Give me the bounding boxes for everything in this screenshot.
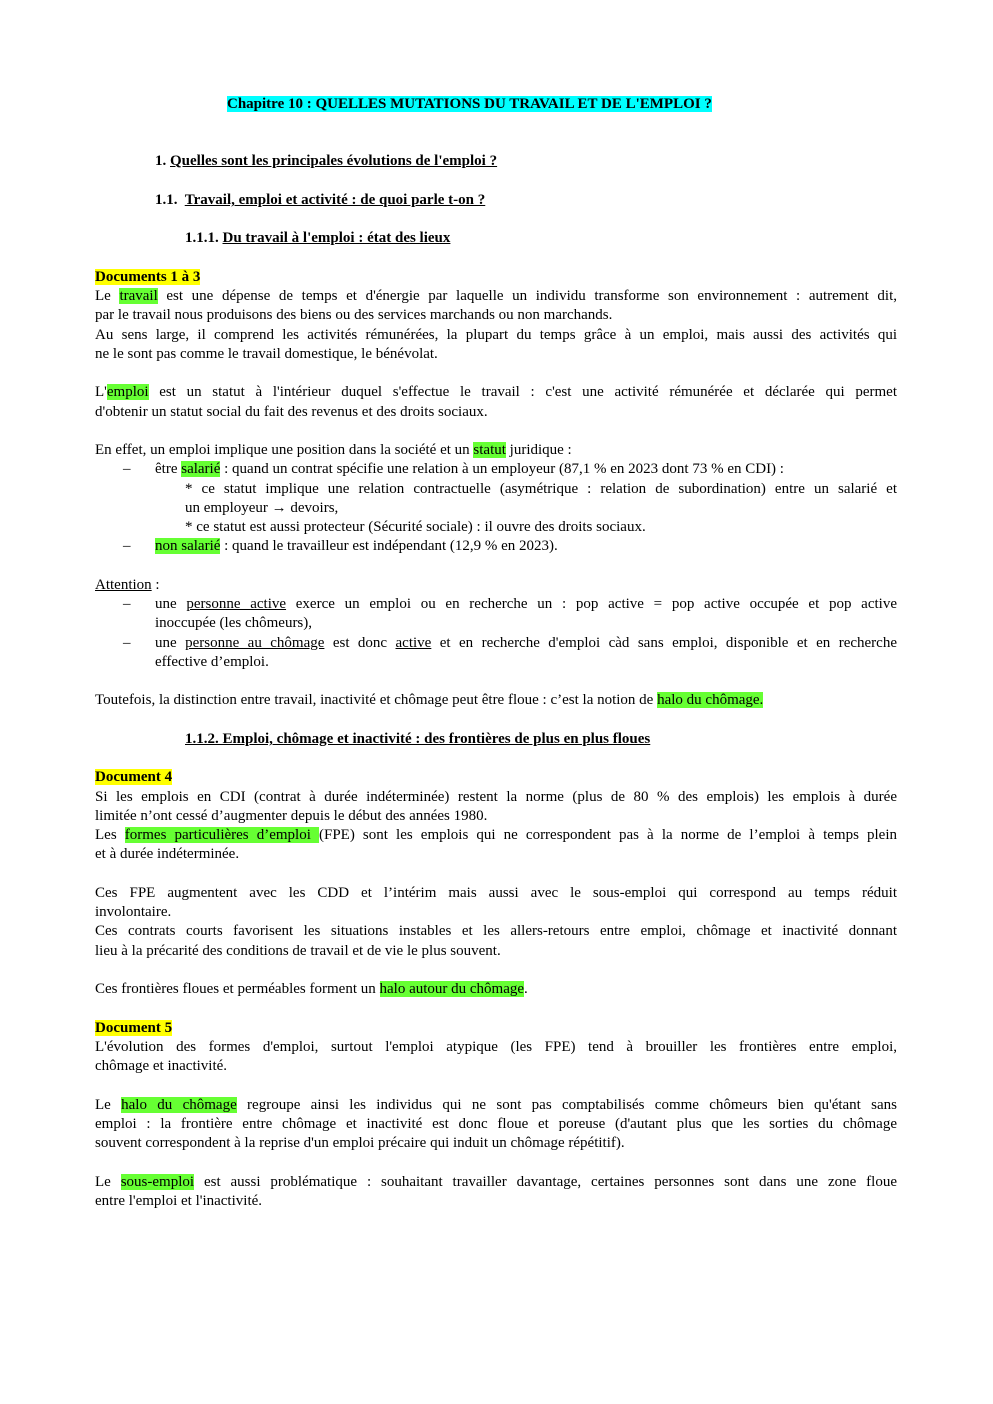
doc-label-1-3-text: Documents 1 à 3 [95,269,201,285]
term-halo-du-chomage-1: halo du chômage. [657,692,764,708]
p9-line-2: emploi : la frontière entre chômage et inactivité est donc floue et poreuse (d'autant plus que les sorties du chômage [95,1116,897,1132]
list2-item-1-line-2: inoccupée (les chômeurs), [155,615,313,631]
p9-line-3: souvent correspondent à la reprise d'un emploi précaire qui induit un chômage répétitif). [95,1135,625,1151]
p1-line-2: par le travail nous produisons des biens ou des services marchands ou non marchands. [95,307,613,323]
heading-1-1-2: 1.1.2. Emploi, chômage et inactivité : des frontières de plus en plus floues [185,731,651,747]
term-emploi: emploi [106,384,149,400]
list1-item-2: non salarié : quand le travailleur est indépendant (12,9 % en 2023). [155,538,558,554]
p8-line-2: chômage et inactivité. [95,1058,228,1074]
p10-line-2: entre l'emploi et l'inactivité. [95,1193,263,1209]
term-non-salarie: non salarié [155,538,221,554]
doc-label-4-text: Document 4 [95,769,173,785]
heading-1-1-number: 1.1. [155,192,178,208]
p2-line-2: d'obtenir un statut social du fait des revenus et des droits sociaux. [95,404,488,420]
heading-1-1-1-text: Du travail à l'emploi : état des lieux [222,230,451,246]
p2-line-1: L'emploi est un statut à l'intérieur duquel s'effectue le travail : c'est une activité rémunérée et déclarée qui permet [95,384,897,400]
p9-line-1: Le halo du chômage regroupe ainsi les individus qui ne sont pas comptabilisés comme chômeurs bien qu'étant sans [95,1097,897,1113]
heading-1-number: 1. [155,153,167,169]
p5-line-1: Si les emplois en CDI (contrat à durée indéterminée) restent la norme (plus de 80 % des emplois) les emplois à durée [95,789,897,805]
doc-label-1-3 [95,268,200,287]
attention-label: Attention : [95,577,160,593]
p10-line-1: Le sous-emploi est aussi problématique : souhaitant travailler davantage, certaines personnes sont dans une zone floue [95,1174,897,1190]
list1-sub-1-line-2: un employeur → devoirs, [185,500,339,516]
list1-sub-2: * ce statut est aussi protecteur (Sécurité sociale) : il ouvre des droits sociaux. [185,519,646,535]
term-travail: travail [119,288,158,304]
p5-line-3: Les formes particulières d’emploi (FPE) sont les emplois qui ne correspondent pas à la norme de l’emploi à temps plein [95,827,897,843]
p6-line-3: Ces contrats courts favorisent les situations instables et les allers-retours entre emploi, chômage et inactivité donnant [95,923,897,939]
heading-1-1-1-number: 1.1.1. [185,230,219,246]
p6-line-4: lieu à la précarité des conditions de travail et de vie le plus souvent. [95,943,501,959]
heading-1-text: Quelles sont les principales évolutions de l'emploi ? [170,153,498,169]
term-sous-emploi: sous-emploi [120,1174,195,1190]
term-salarie: salarié [181,461,221,477]
p4-line-1: Toutefois, la distinction entre travail, inactivité et chômage peut être floue : c’est la notion de halo du chômage. [95,692,764,708]
doc-label-5 [95,1019,172,1038]
p5-line-2: limitée n’ont cessé d’augmenter depuis le début des années 1980. [95,808,488,824]
list2-bullet-2: – [123,635,131,651]
list2-item-2-line-1: une personne au chômage est donc active et en recherche d'emploi càd sans emploi, disponible et en recherche [155,635,897,651]
term-halo-du-chomage-2: halo du chômage [121,1097,237,1113]
p3-line-1: En effet, un emploi implique une position dans la société et un statut juridique : [95,442,572,458]
chapter-title [227,95,712,114]
doc-label-4 [95,768,172,787]
doc-label-5-text: Document 5 [95,1020,173,1036]
p1-line-3: Au sens large, il comprend les activités rémunérées, la plupart du temps grâce à un emploi, mais aussi des activités qui [95,327,897,343]
term-formes-particulieres: formes particulières d’emploi [124,827,319,843]
p6-line-2: involontaire. [95,904,172,920]
heading-1-1-text: Travail, emploi et activité : de quoi parle t-on ? [184,192,486,208]
p1-line-1: Le travail est une dépense de temps et d'énergie par laquelle un individu transforme son environnement : autrement dit, [95,288,897,304]
heading-1 [155,152,497,171]
list2-item-1-line-1: une personne active exerce un emploi ou en recherche un : pop active = pop active occupée et pop active [155,596,897,612]
p8-line-1: L'évolution des formes d'emploi, surtout l'emploi atypique (les FPE) tend à brouiller les frontières entre emploi, [95,1039,897,1055]
p7-line-1: Ces frontières floues et perméables forment un halo autour du chômage. [95,981,528,997]
heading-1-1-1 [185,229,450,248]
chapter-title-text: Chapitre 10 : QUELLES MUTATIONS DU TRAVAIL ET DE L'EMPLOI ? [227,96,712,112]
p6-line-1: Ces FPE augmentent avec les CDD et l’intérim mais aussi avec le sous-emploi qui correspond au temps réduit [95,885,897,901]
term-statut: statut [473,442,506,458]
list1-bullet-2: – [123,538,131,554]
list1-sub-1-line-1: * ce statut implique une relation contractuelle (asymétrique : relation de subordination) entre un salarié et [185,481,897,497]
list2-item-2-line-2: effective d’emploi. [155,654,269,670]
term-halo-autour-du-chomage: halo autour du chômage [379,981,525,997]
list1-bullet-1: – [123,461,131,477]
heading-1-1 [155,191,485,210]
list2-bullet-1: – [123,596,131,612]
p5-line-4: et à durée indéterminée. [95,846,240,862]
p1-line-4: ne le sont pas comme le travail domestique, le bénévolat. [95,346,438,362]
list1-item-1: être salarié : quand un contrat spécifie une relation à un employeur (87,1 % en 2023 dont 73 % en CDI) : [155,461,784,477]
